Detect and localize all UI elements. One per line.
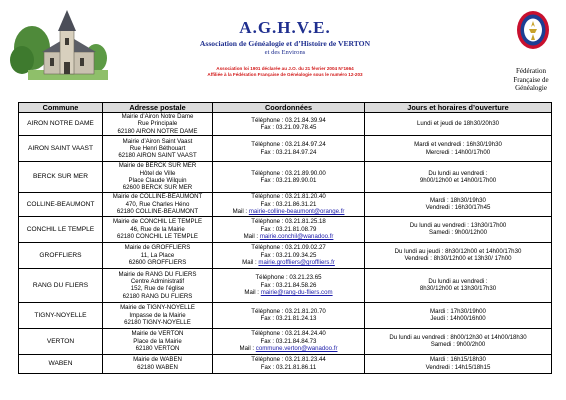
table-row [19,328,552,354]
hours-line: Samedi : 9h00/2h00 [430,341,486,349]
address-line: 62600 BERCK SUR MER [122,184,193,192]
hours-cell [365,268,552,302]
contact-cell [213,136,365,162]
address-line: Mairie de WABEN [133,356,182,364]
address-line: 46, Rue de la Mairie [130,225,185,233]
hours-line: Jeudi : 14h00/16h00 [430,315,486,323]
contact-line: Téléphone : 03.21.09.02.27 [251,244,326,252]
commune-cell [19,354,103,373]
address-line: Hôtel de Ville [139,169,176,177]
mail-line [215,208,362,215]
commune-cell [19,192,103,216]
mail-line [215,233,362,240]
hours-cell [365,354,552,373]
church-illustration [8,8,108,88]
table-row [19,354,552,373]
contact-cell [213,302,365,328]
federation-label [498,67,564,93]
hours-line: Du lundi au vendredi : [428,169,488,177]
commune-cell [19,268,103,302]
address-line: Mairie de GROFFLIERS [124,244,191,252]
table-row [19,216,552,242]
address-line: 62180 VERTON [135,345,180,353]
contact-cell [213,192,365,216]
address-cell [103,354,213,373]
contact-line: Fax : 03.21.84.58.26 [260,281,317,289]
legal-line: Affiliée à la Fédération Française de Généalogie sous le numéro 12-203 [207,72,363,77]
hours-line: Mercredi : 14h00/17h00 [425,148,491,156]
hours-cell [365,328,552,354]
hours-cell [365,302,552,328]
address-line: Mairie de RANG DU FLIERS [118,270,197,278]
commune-name: WABEN [48,360,73,368]
contact-line: Téléphone : 03.21.23.65 [255,274,322,282]
table-row [19,302,552,328]
address-line: 62180 CONCHIL LE TEMPLE [117,233,198,241]
email-link[interactable]: mairie@rang-du-fliers.com [260,289,333,297]
table-header-row [19,103,552,113]
contact-line: Téléphone : 03.21.81.20.40 [251,193,326,201]
commune-cell [19,302,103,328]
contact-cell [213,354,365,373]
legal-line: Association loi 1901 déclarée au J.O. du 21 février 2004 N°1664 [216,66,354,71]
commune-cell [19,216,103,242]
address-line: Place de la Mairie [133,337,182,345]
hours-line: Mardi et vendredi : 16h30/19h30 [414,141,502,149]
town-halls-table [18,102,552,374]
address-cell [103,113,213,136]
commune-name: BERCK SUR MER [33,173,88,181]
address-line: 62180 COLLINE-BEAUMONT [116,208,199,216]
contact-cell [213,268,365,302]
hours-line: Lundi et jeudi de 18h30/20h30 [416,120,499,128]
contact-line: Téléphone : 03.21.84.24.40 [251,330,326,338]
contact-line: Téléphone : 03.21.89.90.00 [251,169,326,177]
hours-line: Du lundi au vendredi : 8h00/12h30 et 14h00/18h30 [389,333,527,341]
contact-cell [213,113,365,136]
mail-line [215,259,362,266]
hours-cell [365,162,552,193]
address-line: 470, Rue Charles Héno [125,200,190,208]
address-line: Mairie de VERTON [131,330,184,338]
hours-cell [365,113,552,136]
contact-line: Fax : 03.21.81.08.79 [260,225,317,233]
column-header-address: Adresse postale [103,103,213,113]
table-row [19,192,552,216]
column-header-commune: Commune [19,103,103,113]
mail-label: Mail : [232,208,248,216]
address-line: Impasse de la Mairie [129,311,186,319]
email-link[interactable]: mairie.conchil@wanadoo.fr [259,233,334,241]
address-line: Mairie de BERCK SUR MER [118,162,197,170]
address-line: 62180 AIRON NOTRE DAME [117,127,198,135]
hours-line: Mardi : 17h30/19h00 [430,307,486,315]
contact-line: Fax : 03.21.81.86.11 [260,363,317,371]
email-link[interactable]: commune.verton@wanadoo.fr [255,345,338,353]
hours-line: Vendredi : 16h30/17h45 [425,204,491,212]
hours-cell [365,192,552,216]
commune-name: TIGNY-NOYELLE [34,311,87,319]
contact-line: Fax : 03.21.84.84.73 [260,337,317,345]
address-line: Mairie d’Airon Saint Vaast [122,137,193,145]
commune-cell [19,162,103,193]
mail-line [215,345,362,352]
association-name-suffix: et des Environs [264,49,306,56]
commune-cell [19,113,103,136]
commune-name: GROFFLIERS [39,251,82,259]
mail-label: Mail : [244,289,259,297]
address-line: Mairie d’Airon Notre Dame [121,113,194,120]
federation-label-line: Française de [513,75,549,84]
hours-line: Du lundi au jeudi : 8h30/12h00 et 14h00/17h30 [394,247,522,255]
commune-cell [19,242,103,268]
column-header-hours: Jours et horaires d’ouverture [365,103,552,113]
legal-notice [140,66,430,78]
address-line: 11, La Place [140,251,175,259]
address-cell [103,192,213,216]
federation-label-line: Généalogie [515,84,547,92]
contact-line: Téléphone : 03.21.81.23.44 [251,356,326,364]
address-cell [103,268,213,302]
address-line: 62600 GROFFLIERS [128,259,187,267]
contact-cell [213,242,365,268]
commune-name: RANG DU FLIERS [32,281,89,289]
commune-name: CONCHIL LE TEMPLE [26,225,95,233]
address-cell [103,242,213,268]
address-line: 62180 WABEN [137,363,178,371]
commune-cell [19,328,103,354]
address-cell [103,162,213,193]
contact-line: Téléphone : 03.21.81.25.18 [251,218,326,226]
table-row [19,136,552,162]
column-header-contact: Coordonnées [213,103,365,113]
contact-line: Fax : 03.21.09.34.25 [260,251,317,259]
commune-name: AIRON NOTRE DAME [27,120,94,128]
title-block [160,18,410,56]
address-cell [103,136,213,162]
address-line: Rue Henri Béthouart [129,145,186,153]
address-line: 62180 TIGNY-NOYELLE [124,319,191,327]
address-line: Mairie de COLLINE-BEAUMONT [112,193,203,201]
mail-label: Mail : [239,345,255,353]
commune-name: VERTON [46,337,75,345]
page-header [0,0,566,100]
address-cell [103,328,213,354]
contact-cell [213,162,365,193]
contact-line: Fax : 03.21.89.90.01 [260,177,317,185]
hours-cell [365,216,552,242]
association-name: Association de Généalogie et d’Histoire de VERTON [199,39,371,48]
contact-line: Fax : 03.21.09.78.45 [260,124,317,132]
commune-cell [19,136,103,162]
contact-line: Téléphone : 03.21.81.20.70 [251,307,326,315]
hours-cell [365,242,552,268]
address-line: 62180 AIRON SAINT VAAST [118,152,197,160]
table-row [19,242,552,268]
contact-line: Téléphone : 03.21.84.39.94 [251,116,326,124]
table-row [19,162,552,193]
hours-line: Vendredi : 8h30/12h00 et 13h30/ 17h00 [404,255,512,263]
table-row [19,268,552,302]
hours-line: Vendredi : 14h15/18h15 [425,363,491,371]
table-body [19,113,552,374]
contact-cell [213,216,365,242]
address-line: Centre Administratif [130,277,185,285]
association-title: A.G.H.V.E. [239,18,331,37]
hours-line: Mardi : 16h15/18h30 [430,356,486,364]
address-line: 152, Rue de l’église [130,285,185,293]
hours-cell [365,136,552,162]
address-line: Rue Principale [137,120,178,128]
hours-line: Du lundi au vendredi : 13h30/17h00 [409,221,507,229]
contact-line: Fax : 03.21.81.24.13 [260,315,317,323]
address-line: Mairie de TIGNY-NOYELLE [120,304,195,312]
email-link[interactable]: mairie.groffliers@groffliers.fr [258,259,335,267]
hours-line: Du lundi au vendredi : [428,277,488,285]
hours-line: Mardi : 18h30/19h30 [430,196,486,204]
hours-line: 8h30/12h00 et 13h30/17h30 [419,285,497,293]
address-line: Mairie de CONCHIL LE TEMPLE [112,218,203,226]
mail-label: Mail : [242,259,257,267]
contact-line: Fax : 03.21.84.97.24 [260,148,317,156]
address-line: 62180 RANG DU FLIERS [122,292,193,300]
mail-line [215,289,362,296]
address-cell [103,302,213,328]
federation-label-line: Fédération [516,67,546,75]
hours-line: 9h00/12h00 et 14h00/17h00 [419,177,497,185]
address-cell [103,216,213,242]
commune-name: COLLINE-BEAUMONT [26,200,95,208]
mail-label: Mail : [243,233,259,241]
contact-cell [213,328,365,354]
hours-line: Samedi : 9h00/12h00 [429,229,487,237]
email-link[interactable]: mairie-colline-beaumont@orange.fr [248,208,345,216]
federation-logo [516,10,550,52]
table-row [19,113,552,136]
contact-line: Fax : 03.21.86.31.21 [260,200,317,208]
address-line: Place Claude Wilquin [128,177,187,185]
commune-name: AIRON SAINT VAAST [28,145,93,153]
contact-line: Téléphone : 03.21.84.97.24 [251,141,326,149]
